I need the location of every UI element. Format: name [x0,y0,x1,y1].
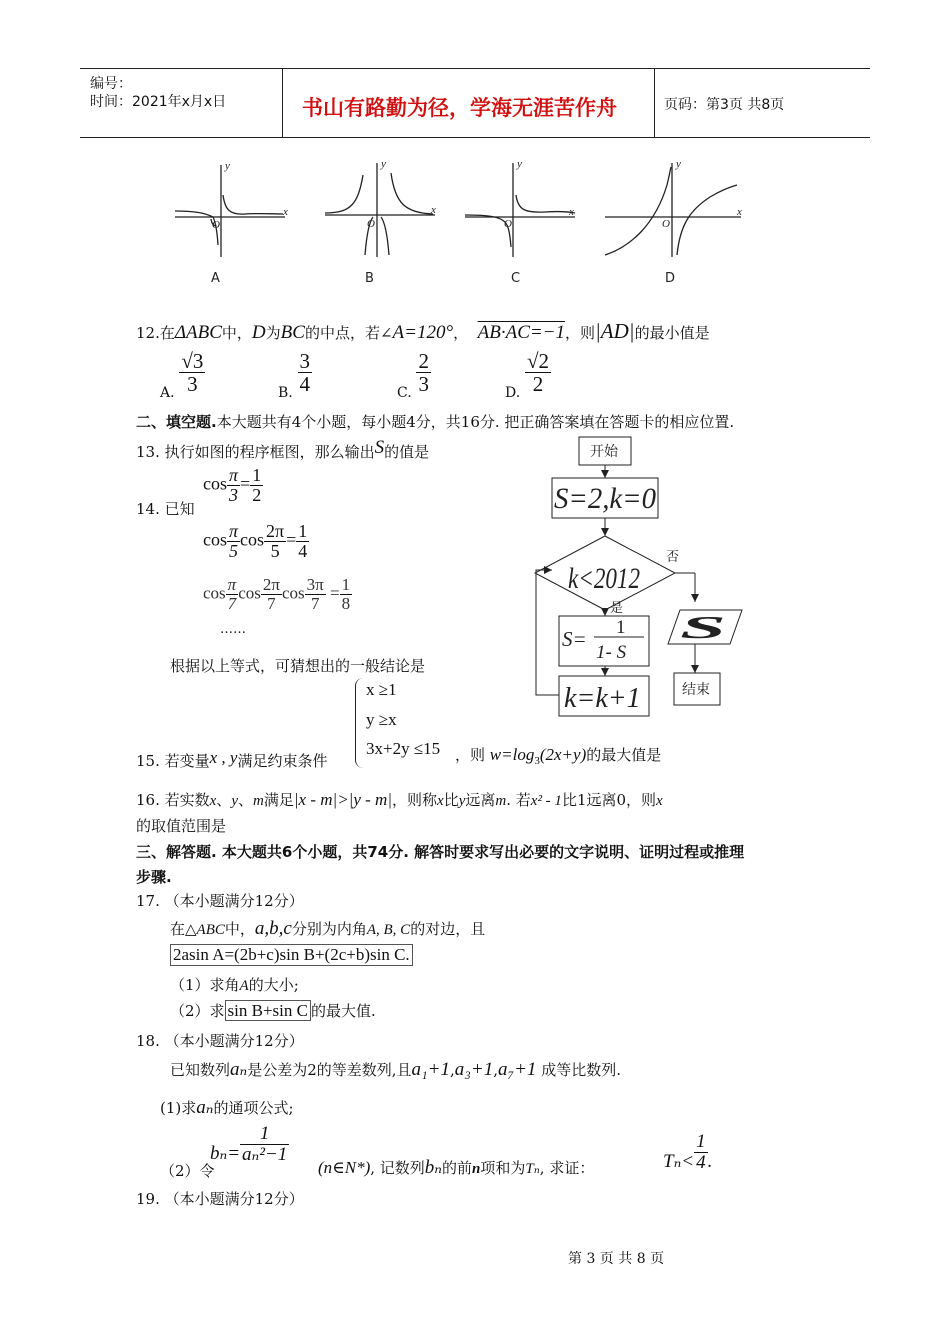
q16-body: . 若 [506,791,531,809]
option-frac [179,350,205,395]
serial-label: 编号： [90,76,132,92]
frac-num: 1 [696,1131,706,1152]
q18-end: . [707,1150,713,1172]
q16-body: 远离 [465,791,496,809]
flow-inc-label: k=k+1 [564,683,641,714]
q18-body: , 求证： [539,1159,595,1177]
q16-var: x [437,793,444,809]
flow-assign-num: 1 [616,617,626,638]
flowchart [530,430,750,750]
origin-label: O [662,218,670,230]
q16-body: 16. 若实数 [136,791,210,809]
motto: 书山有路勤为径，学海无涯苦作舟 [302,96,617,120]
flow-init-label: S=2,k=0 [554,482,656,515]
axis-x-label: x [737,206,742,218]
q17-equation: 2asin A=(2b+c)sin B+(2c+b)sin C. [170,944,413,966]
q17-part1 [170,974,299,995]
q12-option-b [278,349,312,401]
q11-graphs [165,155,755,290]
frac-num: 2π [262,575,280,594]
q13-body: 的值是 [384,443,430,461]
equals: = [240,473,251,494]
q17-sides: a,b,c [254,918,292,939]
graph-label-a: A [211,271,220,286]
frac-den: 7 [310,593,320,613]
q17-line1 [170,918,485,940]
q15-w-arg: (2x+y) [539,745,587,764]
q15-cond3: 3x+2y ≤15 [366,739,441,758]
cos-label: cos [240,529,265,550]
q12-triangle: ΔABC [174,322,222,343]
q12-stem [136,318,710,346]
section-title: 二、填空题. [136,413,217,431]
q16-var: m [253,793,264,809]
graph-label-d: D [665,271,676,286]
section3-heading-cont: 步骤. [136,868,172,886]
frac-num: π [227,575,237,594]
frac [264,522,286,561]
q18-part2-label: （2）令 [160,1162,215,1180]
q19-title: 19. （本小题满分12分） [136,1190,304,1208]
frac-num: 1 [341,575,351,594]
cos-label: cos [203,583,226,603]
q18-line1: 已知数列aₙ是公差为2的等差数列,且a₁+1,a₃+1,a₇+1 成等比数列. [170,1059,621,1080]
q18-body: 是公差为2的等差数列,且 [247,1061,412,1079]
q15-body: 的最大值是 [586,746,662,764]
q17-body: 的大小; [248,976,299,994]
q17-body: 的对边，且 [410,920,486,938]
frac [305,576,326,613]
q12-option-c [397,349,431,401]
page-footer: 第 3 页 共 8 页 [568,1251,665,1267]
frac-num: 3π [306,575,324,594]
flow-assign-lhs: S= [562,627,587,651]
q16-var: y [458,793,466,809]
frac-den: 4 [696,1151,706,1173]
origin-label: O [504,218,512,230]
q17-abc: ABC [196,922,225,938]
q15-vars: x , y [209,748,238,767]
option-frac [298,350,313,395]
frac-den: 7 [267,593,276,613]
q18-body: 已知数列 [170,1061,231,1079]
frac-den: 3 [229,484,239,505]
q18-body: (1)求 [160,1099,197,1117]
graph-label-c: C [511,271,521,286]
flow-yes-label: 是 [610,601,624,616]
q16-expr: x² - 1 [530,793,562,809]
q14-eq3 [203,576,352,613]
frac-num: 1 [240,1124,289,1145]
q17-title: 17. （本小题满分12分） [136,892,304,910]
q12-ad: |AD| [595,319,635,343]
axis-x-label: x [431,204,436,216]
q15-target [455,744,661,767]
graph-d [605,163,741,257]
q16-var: x [209,793,217,809]
q18-body: 的通项公式; [213,1099,294,1117]
q18-an: aₙ [196,1097,214,1118]
option-label: D. [505,384,521,401]
q14-label: 14. 已知 [136,500,195,518]
frac-den: 2 [252,484,262,505]
q12-dot: AB·AC=−1 [477,322,566,343]
q16-var: y [231,793,238,809]
q17-var: A [239,978,249,994]
q17-expr: sin B+sin C [225,1000,311,1021]
q12-text: 为 [265,324,281,342]
cos-label: cos [238,583,261,603]
cos-label: cos [203,529,227,550]
q18-title: 18. （本小题满分12分） [136,1032,304,1050]
q16-body: 、 [216,791,232,809]
axis-x-label: x [569,206,574,218]
q12-option-d [505,349,551,401]
graph-c [465,163,575,257]
q16-var: m [495,793,507,809]
frac-den: 3 [187,372,198,397]
frac-num: 1 [298,521,308,541]
option-frac [416,350,431,395]
q17-part2 [170,1000,376,1021]
frac-den: 2 [532,372,544,397]
equals: = [286,529,297,550]
frac-num: √2 [526,349,549,373]
q18-an: aₙ [230,1059,248,1080]
frac [296,522,309,561]
q18-ineq-lhs: Tₙ< [663,1150,695,1172]
q12-text: ，则 [565,324,596,342]
q16-ineq: |x - m|>|y - m| [293,790,392,809]
frac-den: 5 [229,540,239,561]
q16-var: x [656,793,663,809]
q18-body: , 记数列 [370,1159,425,1177]
time-label: 时间：2021年x月x日 [90,94,227,110]
q17-body: 的最大值. [311,1002,376,1020]
q12-option-a [160,349,205,401]
q18-term: a₃+1 [454,1059,494,1080]
q14-conclusion: 根据以上等式，可猜想出的一般结论是 [170,657,426,675]
cos-label: cos [281,583,305,603]
frac [226,576,239,613]
graph-a [175,165,285,257]
flow-output-label: S [680,609,726,645]
q17-body: 中， [224,920,255,938]
q18-bn: bₙ [424,1157,442,1178]
q13-var: S [374,437,385,458]
page-info: 页码：第3页 共8页 [664,97,785,113]
section2-heading [136,411,734,432]
q16-line2: 的取值范围是 [136,817,227,835]
q14-dots: …… [220,622,246,637]
axis-y-label: y [676,158,681,170]
flow-end-label: 结束 [682,682,710,698]
q12-d: D [251,322,266,343]
frac-num: 2 [418,349,429,373]
q15-cond1: x ≥1 [366,680,397,699]
q13-text [136,437,430,463]
origin-label: O [367,218,375,230]
axis-y-label: y [225,160,230,172]
frac [261,576,282,613]
flow-no-label: 否 [666,550,680,565]
q14-eq2 [203,522,309,561]
q12-angle: A=120° [392,322,454,343]
q16-body: ，则称 [392,791,438,809]
q18-body: 的前 [442,1159,473,1177]
frac-den: 4 [298,540,308,561]
q18-bn-def [210,1124,289,1165]
flow-start-label: 开始 [590,444,618,460]
q15-body: 满足约束条件 [237,752,328,770]
cos-label: cos [203,473,227,494]
q18-cond: (n∈N*) [318,1158,371,1177]
option-label: B. [278,384,293,401]
option-label: A. [160,384,175,401]
q12-text: 中， [221,324,252,342]
frac-num: 3 [299,349,311,373]
q15-brace [355,678,366,768]
q17-body: 分别为内角 [291,920,367,938]
q15-cond2: y ≥x [366,710,397,729]
q16-body: 满足 [263,791,294,809]
q12-prefix: 12.在 [136,324,175,342]
q15-body: ，则 [455,746,486,764]
frac-num: 2π [266,521,285,541]
section-desc: 本大题共有4个小题，每小题4分，共16分. 把正确答案填在答题卡的相应位置. [216,413,735,431]
q14-eq1 [203,466,263,505]
section3-heading: 三、解答题. 本大题共6个小题，共74分. 解答时要求写出必要的文字说明、证明过程或推理 [136,843,745,861]
q12-text: 的最小值是 [634,324,710,342]
frac-num: π [229,465,239,485]
graph-b [325,163,435,257]
flow-cond-label: k<2012 [568,562,640,595]
flow-assign-den: 1- S [596,642,627,663]
q18-part2 [318,1156,594,1179]
option-label: C. [397,384,412,401]
origin-label: O [212,219,220,231]
q16-body: 比 [443,791,459,809]
axis-y-label: y [381,158,386,170]
frac-den: aₙ²−1 [242,1143,288,1165]
equals: = [329,583,340,603]
frac-num: √3 [181,349,204,373]
q18-body: 项和为 [480,1159,526,1177]
q15-w-sub: 3 [534,755,540,767]
frac-den: 5 [270,540,280,561]
frac [250,466,263,505]
q18-part1 [160,1096,294,1119]
q18-ineq [663,1132,712,1173]
frac-num: 1 [252,465,262,485]
frac-den: 8 [341,593,351,613]
graph-label-b: B [365,271,374,286]
frac [694,1132,708,1173]
page-header [80,68,870,138]
header-divider [654,69,655,137]
frac [227,522,240,561]
q12-bc: BC [280,322,305,343]
q18-n: n [472,1161,481,1177]
frac [340,576,353,613]
frac [240,1124,289,1165]
frac [227,466,240,505]
frac-den: 3 [418,372,429,397]
option-frac [525,350,551,395]
q18-body: 成等比数列. [541,1061,621,1079]
header-divider [282,69,283,137]
q15-body: 15. 若变量 [136,752,210,770]
frac-den: 4 [299,372,311,397]
q17-body: （2）求 [170,1002,225,1020]
q16-body: 、 [237,791,253,809]
q17-angles: A, B, C [366,922,411,938]
q18-tn: Tₙ [525,1161,540,1177]
frac-den: 7 [227,593,237,613]
q17-body: （1）求角 [170,976,240,994]
q18-term: a₁+1 [411,1059,450,1080]
q12-text: 的中点，若∠ [304,324,393,342]
axis-y-label: y [517,158,522,170]
q16-body: 比1远离0，则 [561,791,657,809]
q15-w: w=log [489,745,535,764]
axis-x-label: x [283,206,288,218]
q13-body: 13. 执行如图的程序框图，那么输出 [136,443,375,461]
q18-term: a₇+1 [497,1059,537,1080]
q12-text: ， [453,324,469,342]
q17-body: 在△ [170,920,197,938]
frac-num: π [229,521,239,541]
q16-line1 [136,789,663,810]
q15-text [136,750,327,771]
q18-bn-lhs: bₙ= [210,1142,241,1164]
